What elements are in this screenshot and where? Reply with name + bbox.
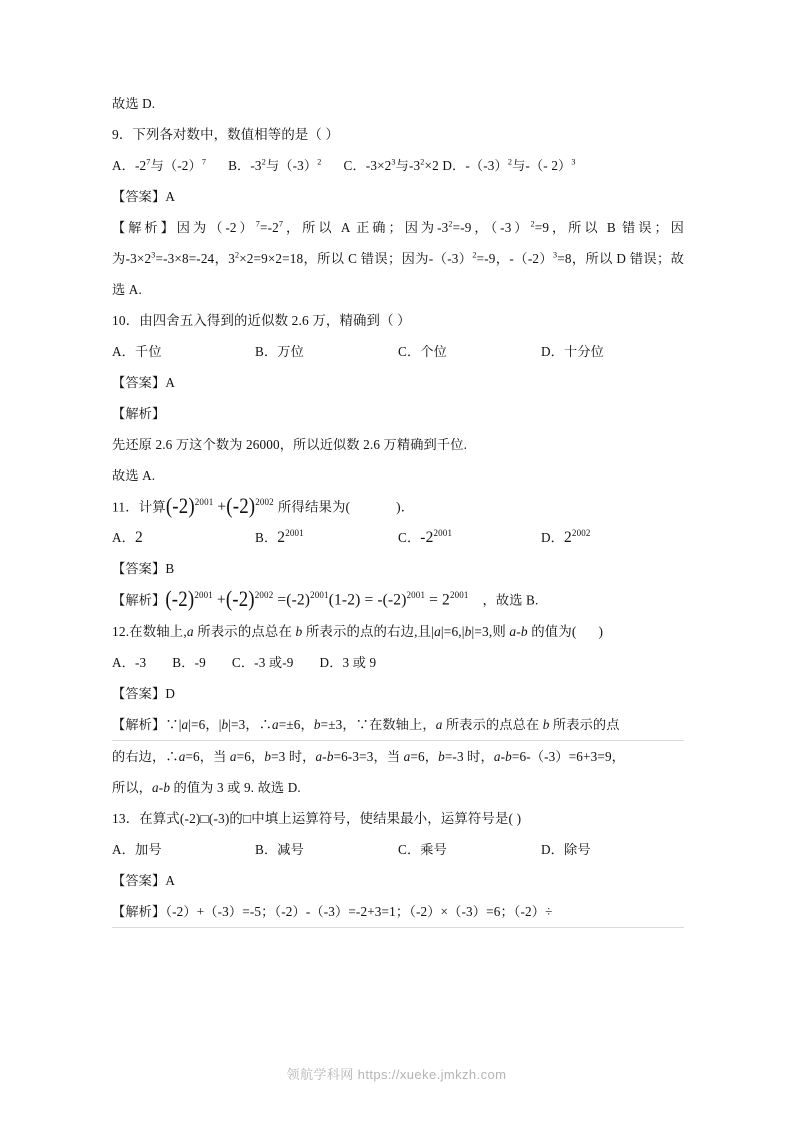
question-12-analysis-line-3: 所以，a-b 的值为 3 或 9. 故选 D. [112, 779, 301, 795]
question-11-term2: (-2) [226, 494, 256, 519]
question-13-option-d: D．除号 [541, 841, 591, 857]
question-9-option-d-wrap: 2）$^3$ [551, 157, 576, 173]
carryover-line: 故选 D. [112, 96, 156, 111]
question-11-option-b: B．$2^{2001}$ [255, 528, 304, 547]
question-12-option-a: A．-3 [112, 654, 147, 670]
question-9-option-d: D．$-(-3)^2$与-（- [442, 157, 548, 173]
document-body [112, 88, 684, 928]
question-13-stem: 13．在算式(-2)□(-3)的□中填上运算符号，使结果最小，运算符号是( ) [112, 810, 522, 826]
question-10-analysis-label: 【解析】 [112, 406, 166, 421]
question-13-option-a: A．加号 [112, 841, 162, 857]
question-12-option-c: C．-3 或-9 [231, 654, 294, 670]
question-10-stem: 10．由四舍五入得到的近似数 2.6 万，精确到（ ） [112, 313, 411, 328]
question-12-answer: 【答案】D [112, 685, 176, 701]
question-10-option-c: C．个位 [398, 344, 447, 359]
question-12-option-b: B．-9 [172, 654, 206, 670]
question-9-stem: 9．下列各对数中，数值相等的是（ ） [112, 127, 339, 142]
question-11-option-c: C．$-2^{2001}$ [398, 528, 453, 547]
question-10-option-a: A．千位 [112, 344, 162, 359]
question-11-analysis-suffix: ，故选 B. [482, 592, 539, 608]
question-9-analysis: 【解析】因为$(-2)^7=-2^7$，所以 A 正确；因为$-3^2=-9$，$(-3)^2=9$，所以 B 错误；因为$-3\times 2^3=-3\times 8=-24$，$3^2\times 2=9\times 2=18$，所以 C 错误；因为$-(-3)^2=-9$，$-(-2)^3=8$，所以 D 错误；故选 A. [112, 219, 685, 297]
question-13-analysis-line-1: 【解析】（-2）+（-3）=-5；（-2）-（-3）=-2+3=1；（-2）×（-3）=6；（-2）÷ [112, 896, 684, 928]
question-11-stem-mid: 所得结果为( [277, 499, 351, 515]
question-11-operator: + [217, 498, 227, 516]
question-11-number-text: 11．计算 [112, 499, 166, 515]
question-11-options [112, 522, 684, 553]
question-9-option-a: A．$-2^7$与$(-2)^7$ [112, 157, 207, 173]
question-9-answer: 【答案】A [112, 189, 176, 204]
question-11-answer: 【答案】B [112, 561, 175, 577]
question-10-analysis-line-1: 先还原 2.6 万这个数为 26000，所以近似数 2.6 万精确到千位. [112, 437, 468, 452]
question-13-option-c: C．乘号 [398, 841, 447, 857]
question-9-option-b: B．$-3^2$与$(-3)^2$ [228, 157, 322, 173]
question-11-analysis: 【解析】$(-2)^{2001} +(-2)^{2002} =(-2)^{2001}(1-2) = -(-2)^{2001} = 2^{2001}$ ，故选 B. [112, 587, 539, 613]
analysis-label-12: 【解析】 [112, 716, 166, 732]
question-10-analysis-line-2: 故选 A. [112, 468, 156, 483]
question-10-answer: 【答案】A [112, 375, 176, 390]
question-11-option-d: D．$2^{2002}$ [541, 528, 591, 547]
question-10-option-d: D．十分位 [541, 344, 605, 359]
question-10-options [112, 336, 684, 367]
question-12-options [112, 647, 684, 678]
question-11-stem-post: )． [396, 499, 415, 515]
question-11-stem: 11．计算$(-2)^{2001} +(-2)^{2002}$ 所得结果为( )． [112, 491, 684, 522]
question-13-answer: 【答案】A [112, 872, 176, 888]
question-9-options [112, 150, 684, 181]
question-12-option-d: D．3 或 9 [319, 654, 377, 670]
question-11-option-a: A．2 [112, 529, 143, 547]
question-13-options [112, 834, 684, 865]
site-watermark: 领航学科网 https://xueke.jmkzh.com [286, 1067, 507, 1082]
question-12-stem: 12.在数轴上,a 所表示的点总在 b 所表示的点的右边,且|a|=6,|b|=3,则 a-b 的值为( ) [112, 623, 604, 639]
analysis-label-11: 【解析】 [112, 592, 166, 608]
question-11-term1: (-2) [165, 494, 195, 519]
question-9-option-c: C．$-3\times 2^3$与$-3^2\times 2$ [343, 157, 439, 173]
question-12-analysis-line-2: 的右边，∴a=6，当 a=6，b=3 时，a-b=6-3=3，当 a=6，b=-3 时，a-b=6-（-3）=6+3=9， [112, 748, 626, 764]
question-12-analysis-line-1: 【解析】∵|a|=6，|b|=3，∴a=±6，b=±3，∵在数轴上，a 所表示的点总在 b 所表示的点 [112, 709, 684, 741]
analysis-label-9: 【解析】 [112, 220, 177, 235]
question-13-option-b: B．减号 [255, 841, 304, 857]
question-10-option-b: B．万位 [255, 344, 304, 359]
